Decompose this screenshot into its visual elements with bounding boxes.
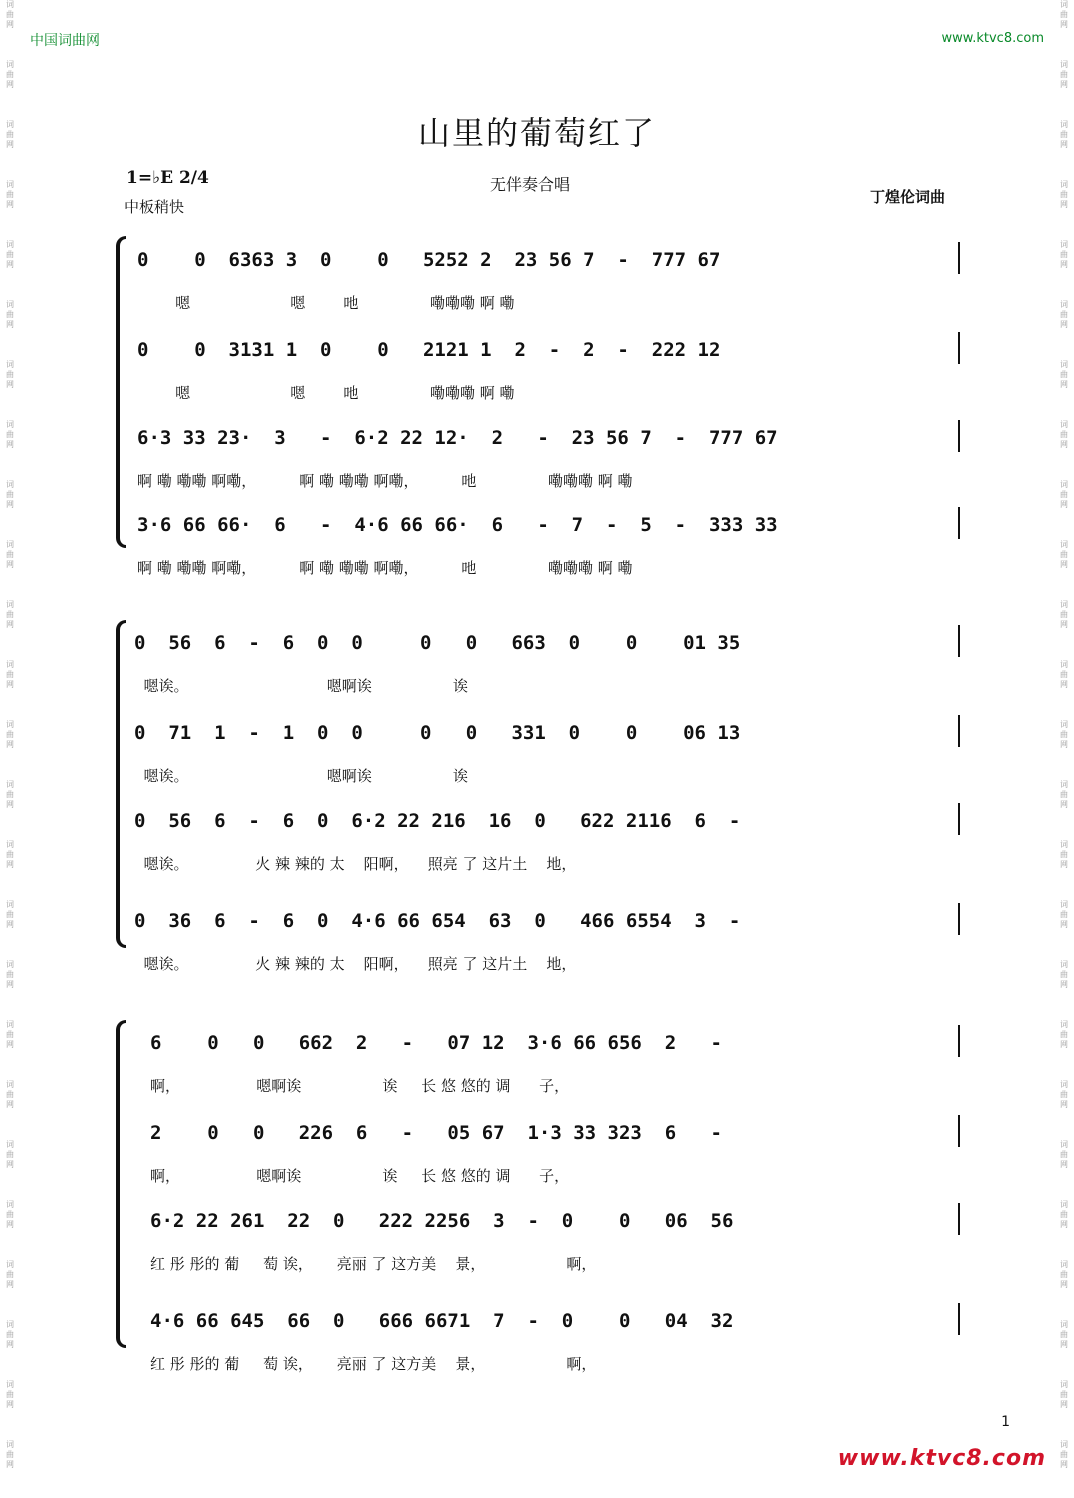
watermark-text: 词 曲 网 [1060, 60, 1068, 89]
notes-tenor: 0 56 6 - 6 0 6·2 22 216 16 0 622 2116 6 - [134, 810, 741, 832]
watermark-text: 词 曲 网 [1060, 1200, 1068, 1229]
notes-tenor: 6·2 22 261 22 0 222 2256 3 - 0 0 06 56 [150, 1210, 734, 1232]
watermark-text: 词 曲 网 [1060, 180, 1068, 209]
watermark-text: 词 曲 网 [1060, 300, 1068, 329]
watermark-text: 词 曲 网 [6, 420, 14, 449]
lyrics-soprano: 嗯 嗯 吔 嘞嘞嘞 啊 嘞 [137, 294, 515, 312]
watermark-text: 词 曲 网 [6, 180, 14, 209]
barline [958, 420, 960, 452]
tempo-marking: 中板稍快 [124, 198, 185, 216]
song-subtitle: 无伴奏合唱 [490, 175, 571, 194]
system-bracket [116, 236, 126, 548]
watermark-text: 词 曲 网 [6, 120, 14, 149]
watermark-text: 词 曲 网 [6, 0, 14, 29]
notes-soprano: 6 0 0 662 2 - 07 12 3·6 66 656 2 - [150, 1032, 722, 1054]
notes-alto: 0 0 3131 1 0 0 2121 1 2 - 2 - 222 12 [137, 339, 721, 361]
watermark-text: 词 曲 网 [6, 840, 14, 869]
lyrics-alto: 啊， 嗯啊诶 诶 长 悠 悠的 调 子， [150, 1167, 570, 1185]
notes-bass: 4·6 66 645 66 0 666 6671 7 - 0 0 04 32 [150, 1310, 734, 1332]
song-title: 山里的葡萄红了 [417, 114, 656, 152]
page-number: 1 [1001, 1414, 1010, 1430]
barline [958, 1115, 960, 1147]
notes-soprano: 0 0 6363 3 0 0 5252 2 23 56 7 - 777 67 [137, 249, 721, 271]
watermark-text: 词 曲 网 [6, 540, 14, 569]
watermark-text: 词 曲 网 [1060, 960, 1068, 989]
watermark-text: 词 曲 网 [6, 660, 14, 689]
footer-logo[interactable]: www.ktvc8.com [837, 1446, 1046, 1471]
notes-alto: 2 0 0 226 6 - 05 67 1·3 33 323 6 - [150, 1122, 722, 1144]
barline [958, 1203, 960, 1235]
left-watermark-column [2, 0, 18, 1498]
watermark-text: 词 曲 网 [6, 1080, 14, 1109]
barline [958, 332, 960, 364]
key-signature: 1=♭E 2/4 [126, 168, 209, 188]
watermark-text: 词 曲 网 [1060, 660, 1068, 689]
watermark-text: 词 曲 网 [6, 1140, 14, 1169]
watermark-text: 词 曲 网 [1060, 840, 1068, 869]
notes-bass: 3·6 66 66· 6 - 4·6 66 66· 6 - 7 - 5 - 333 33 [137, 514, 778, 536]
barline [958, 625, 960, 657]
lyrics-bass: 嗯诶。 火 辣 辣的 太 阳啊， 照亮 了 这片土 地， [134, 955, 577, 973]
right-watermark-column [1056, 0, 1072, 1498]
site-name-left[interactable]: 中国词曲网 [30, 33, 100, 49]
watermark-text: 词 曲 网 [6, 1380, 14, 1409]
notes-tenor: 6·3 33 23· 3 - 6·2 22 12· 2 - 23 56 7 - 777 67 [137, 427, 778, 449]
watermark-text: 词 曲 网 [6, 300, 14, 329]
watermark-text: 词 曲 网 [1060, 1020, 1068, 1049]
watermark-text: 词 曲 网 [6, 240, 14, 269]
lyrics-bass: 红 彤 彤的 葡 萄 诶， 亮丽 了 这方美 景， 啊， [150, 1355, 597, 1373]
barline [958, 715, 960, 747]
watermark-text: 词 曲 网 [6, 780, 14, 809]
barline [958, 507, 960, 539]
barline [958, 1303, 960, 1335]
lyrics-tenor: 嗯诶。 火 辣 辣的 太 阳啊， 照亮 了 这片土 地， [134, 855, 577, 873]
watermark-text: 词 曲 网 [6, 720, 14, 749]
watermark-text: 词 曲 网 [1060, 1140, 1068, 1169]
site-url-right[interactable]: www.ktvc8.com [941, 31, 1044, 46]
barline [958, 903, 960, 935]
lyrics-soprano: 啊， 嗯啊诶 诶 长 悠 悠的 调 子， [150, 1077, 570, 1095]
composer-credit: 丁煌伦词曲 [870, 188, 946, 206]
watermark-text: 词 曲 网 [1060, 360, 1068, 389]
watermark-text: 词 曲 网 [1060, 480, 1068, 509]
watermark-text: 词 曲 网 [1060, 720, 1068, 749]
watermark-text: 词 曲 网 [1060, 240, 1068, 269]
notes-bass: 0 36 6 - 6 0 4·6 66 654 63 0 466 6554 3 - [134, 910, 741, 932]
watermark-text: 词 曲 网 [6, 600, 14, 629]
watermark-text: 词 曲 网 [1060, 1440, 1068, 1469]
lyrics-soprano: 嗯诶。 嗯啊诶 诶 [134, 677, 468, 695]
barline [958, 1025, 960, 1057]
watermark-text: 词 曲 网 [1060, 900, 1068, 929]
system-bracket [116, 620, 126, 948]
watermark-text: 词 曲 网 [6, 480, 14, 509]
watermark-text: 词 曲 网 [6, 1320, 14, 1349]
watermark-text: 词 曲 网 [1060, 1320, 1068, 1349]
watermark-text: 词 曲 网 [1060, 1380, 1068, 1409]
barline [958, 803, 960, 835]
lyrics-alto: 嗯诶。 嗯啊诶 诶 [134, 767, 468, 785]
notes-soprano: 0 56 6 - 6 0 0 0 0 663 0 0 01 35 [134, 632, 741, 654]
watermark-text: 词 曲 网 [6, 1020, 14, 1049]
watermark-text: 词 曲 网 [1060, 600, 1068, 629]
lyrics-tenor: 红 彤 彤的 葡 萄 诶， 亮丽 了 这方美 景， 啊， [150, 1255, 597, 1273]
notes-alto: 0 71 1 - 1 0 0 0 0 331 0 0 06 13 [134, 722, 741, 744]
watermark-text: 词 曲 网 [1060, 120, 1068, 149]
watermark-text: 词 曲 网 [1060, 0, 1068, 29]
watermark-text: 词 曲 网 [6, 1200, 14, 1229]
watermark-text: 词 曲 网 [6, 360, 14, 389]
barline [958, 242, 960, 274]
watermark-text: 词 曲 网 [6, 900, 14, 929]
watermark-text: 词 曲 网 [1060, 420, 1068, 449]
watermark-text: 词 曲 网 [1060, 780, 1068, 809]
watermark-text: 词 曲 网 [1060, 1260, 1068, 1289]
lyrics-alto: 嗯 嗯 吔 嘞嘞嘞 啊 嘞 [137, 384, 515, 402]
system-bracket [116, 1020, 126, 1348]
watermark-text: 词 曲 网 [6, 960, 14, 989]
lyrics-bass: 啊 嘞 嘞嘞 啊嘞， 啊 嘞 嘞嘞 啊嘞， 吔 嘞嘞嘞 啊 嘞 [137, 559, 633, 577]
watermark-text: 词 曲 网 [6, 1260, 14, 1289]
watermark-text: 词 曲 网 [6, 1440, 14, 1469]
lyrics-tenor: 啊 嘞 嘞嘞 啊嘞， 啊 嘞 嘞嘞 啊嘞， 吔 嘞嘞嘞 啊 嘞 [137, 472, 633, 490]
watermark-text: 词 曲 网 [1060, 1080, 1068, 1109]
watermark-text: 词 曲 网 [1060, 540, 1068, 569]
watermark-text: 词 曲 网 [6, 60, 14, 89]
